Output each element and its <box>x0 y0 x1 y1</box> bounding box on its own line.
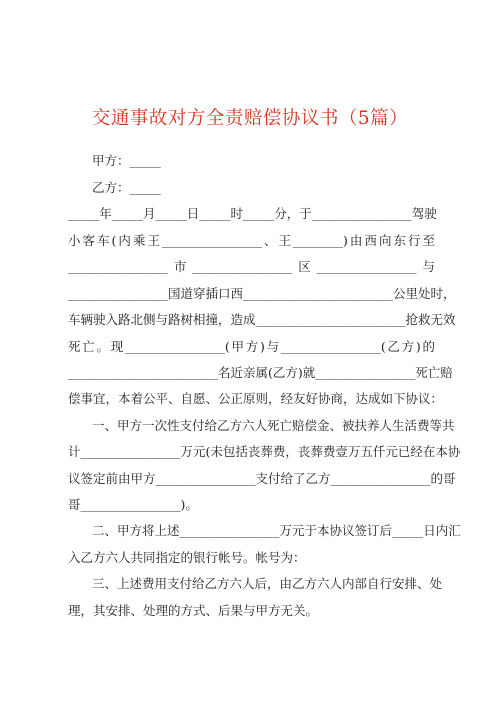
clause-1-line: 一、甲方一次性支付给乙方六人死亡赔偿金、被扶养人生活费等共 <box>92 418 455 433</box>
party-a-line: 甲方：_____ <box>92 153 161 168</box>
clause-2-line: 入乙方六人共同指定的银行帐号。帐号为： <box>68 550 306 565</box>
body-line: _____年_____月_____日_____时_____分，于________________驾驶 <box>68 206 437 221</box>
body-line: 车辆驶入路北侧与路树相撞，造成________________________抢救无效 <box>68 312 456 327</box>
clause-3-line: 三、上述费用支付给乙方六人后，由乙方六人内部自行安排、处 <box>92 576 443 591</box>
party-b-line: 乙方：_____ <box>92 180 161 195</box>
body-line: ________________________名近亲属(乙方)就________________死亡赔 <box>68 365 453 380</box>
body-line: ________________市________________区________________与 <box>68 259 435 274</box>
body-line: ________________国道穿插口西________________________公里处时， <box>68 286 456 301</box>
clause-1-line: 议签定前由甲方________________支付给了乙方________________的哥 <box>68 471 456 486</box>
body-line: 死亡。现________________(甲方)与________________(乙方)的 <box>68 339 435 354</box>
clause-1-line: 计________________万元(未包括丧葬费，丧葬费壹万五仟元已经在本协 <box>68 444 461 459</box>
body-line: 小客车(内乘王________________、王________)由西向东行至 <box>68 233 435 248</box>
body-line: 偿事宜，本着公平、自愿、公正原则，经友好协商，达成如下协议： <box>68 391 444 406</box>
document-title: 交通事故对方全责赔偿协议书（5篇） <box>91 108 409 129</box>
clause-1-line: 哥________________)。 <box>68 497 198 512</box>
clause-2-line: 二、甲方将上述________________万元于本协议签订后_____日内汇 <box>92 523 461 538</box>
clause-3-line: 理，其安排、处理的方式、后果与甲方无关。 <box>68 603 319 618</box>
